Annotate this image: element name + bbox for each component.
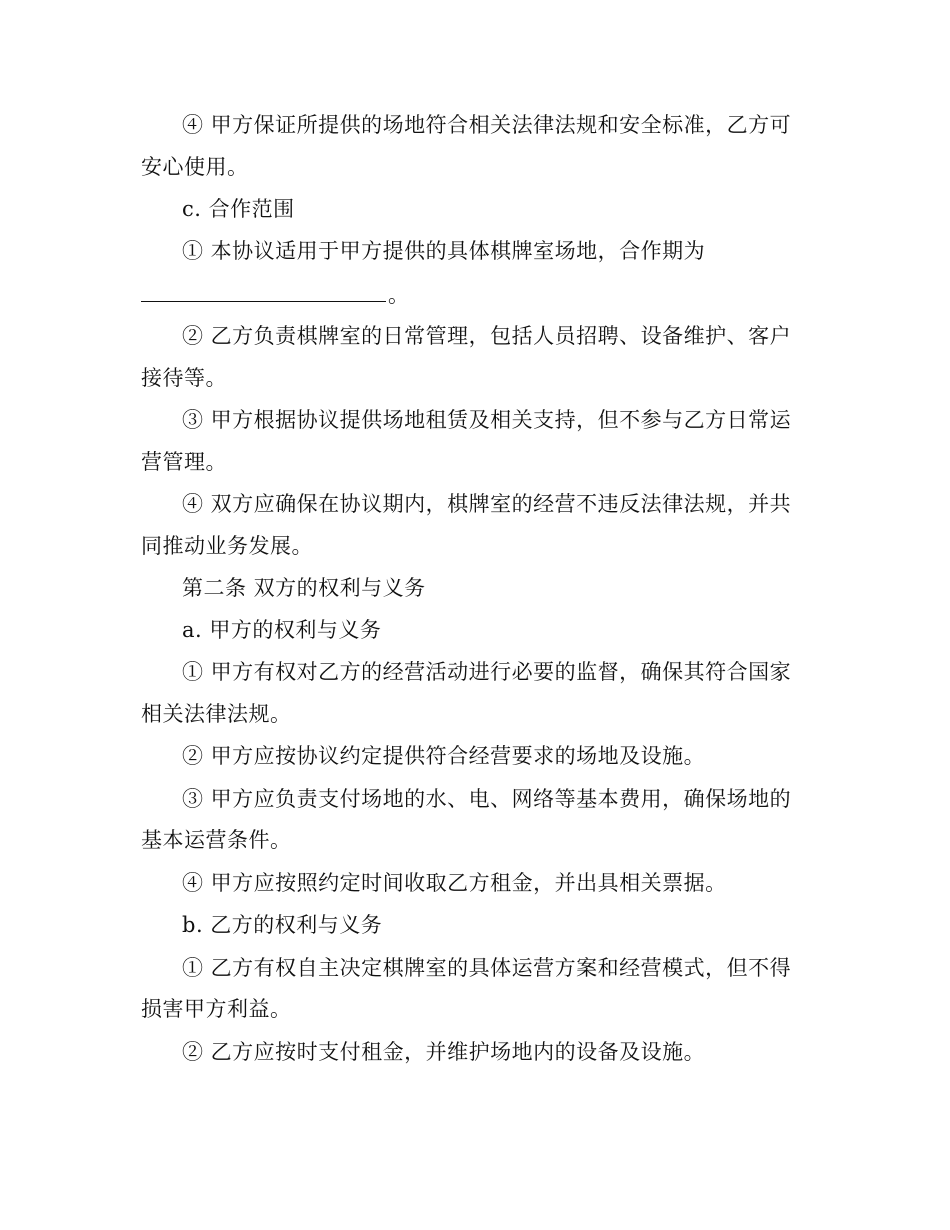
period-text: 。 bbox=[388, 283, 410, 307]
section-heading: a. 甲方的权利与义务 bbox=[182, 618, 382, 642]
paragraph-line: ① 乙方有权自主决定棋牌室的具体运营方案和经营模式，但不得 bbox=[182, 956, 792, 980]
paragraph-line: ④ 甲方保证所提供的场地符合相关法律法规和安全标准，乙方可 bbox=[182, 113, 792, 137]
paragraph-line: 损害甲方利益。 bbox=[141, 997, 292, 1021]
paragraph-line: 安心使用。 bbox=[141, 155, 249, 179]
paragraph-line: 同推动业务发展。 bbox=[141, 534, 313, 558]
paragraph-line: ④ 甲方应按照约定时间收取乙方租金，并出具相关票据。 bbox=[182, 871, 727, 895]
paragraph-line: ① 甲方有权对乙方的经营活动进行必要的监督，确保其符合国家 bbox=[182, 660, 792, 684]
paragraph-line: ② 乙方应按时支付租金，并维护场地内的设备及设施。 bbox=[182, 1040, 706, 1064]
paragraph-line: ④ 双方应确保在协议期内，棋牌室的经营不违反法律法规，并共 bbox=[182, 492, 792, 516]
section-heading: b. 乙方的权利与义务 bbox=[182, 913, 383, 937]
paragraph-line: 营管理。 bbox=[141, 450, 227, 474]
paragraph-line bbox=[141, 281, 410, 309]
paragraph-line: ② 甲方应按协议约定提供符合经营要求的场地及设施。 bbox=[182, 744, 706, 768]
paragraph-line: ③ 甲方应负责支付场地的水、电、网络等基本费用，确保场地的 bbox=[182, 787, 792, 811]
paragraph-line: 相关法律法规。 bbox=[141, 702, 292, 726]
section-heading: c. 合作范围 bbox=[182, 197, 295, 221]
fill-in-blank bbox=[141, 283, 386, 302]
paragraph-line: ③ 甲方根据协议提供场地租赁及相关支持，但不参与乙方日常运 bbox=[182, 408, 792, 432]
article-heading: 第二条 双方的权利与义务 bbox=[182, 576, 426, 600]
paragraph-line: ② 乙方负责棋牌室的日常管理，包括人员招聘、设备维护、客户 bbox=[182, 324, 792, 348]
paragraph-line: 接待等。 bbox=[141, 366, 227, 390]
paragraph-line: ① 本协议适用于甲方提供的具体棋牌室场地，合作期为 bbox=[182, 239, 706, 263]
paragraph-line: 基本运营条件。 bbox=[141, 828, 292, 852]
